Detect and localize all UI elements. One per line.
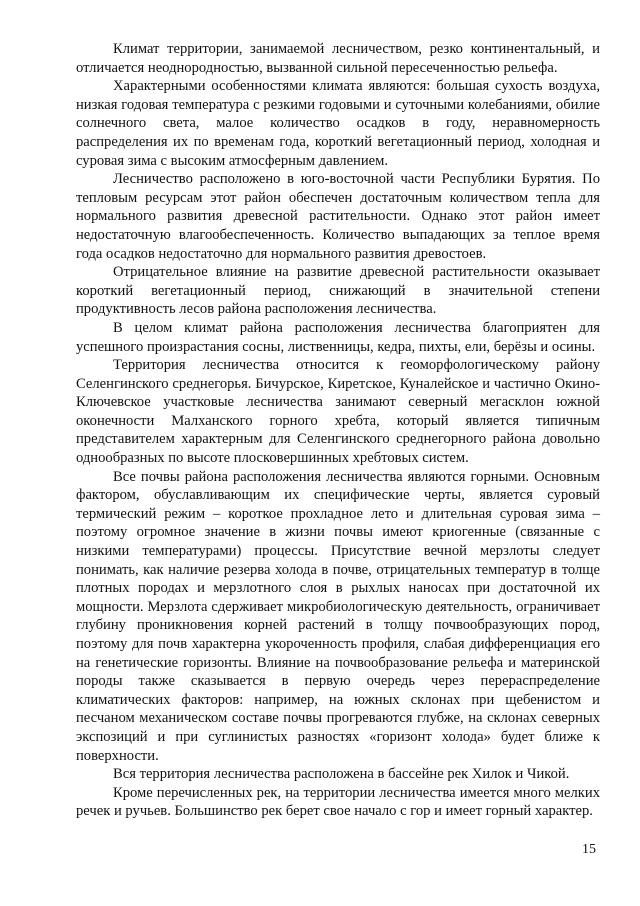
- page-number: 15: [582, 842, 596, 857]
- paragraph-rivers: Кроме перечисленных рек, на территории лесничества имеется много мелких речек и ручьев. Большинство рек берет свое начало с гор и имеет горный характер.: [76, 784, 600, 820]
- paragraph-climate-intro: Климат территории, занимаемой лесничеством, резко континентальный, и отличается неоднородностью, вызванной сильной пересеченностью рельефа.: [76, 41, 600, 76]
- paragraph-river-basin: Вся территория лесничества расположена в бассейне рек Хилок и Чикой.: [113, 766, 570, 783]
- body-text: [76, 40, 600, 821]
- paragraph-favorable-climate: В целом климат района расположения лесничества благоприятен для успешного произрастания сосны, лиственницы, кедра, пихты, ели, берёзы и осины.: [76, 319, 600, 355]
- paragraph-soils: Все почвы района расположения лесничества являются горными. Основным фактором, обуславливающим их специфические черты, является суровый термический режим – короткое прохладное лето и длительная суровая зима – поэтому огромное значение в жизни почвы имеют криогенные (связанные с низкими температурами) процессы. Присутствие вечной мерзлоты следует понимать, как наличие резерва холода в почве, отрицательных температур в толще плотных породах и мерзлотного слоя в рыхлых наносах при достаточной их мощности. Мерзлота сдерживает микробиологическую деятельность, ограничивает глубину проникновения корней растений в толщу почвообразующих пород, поэтому для почв характерна укороченность профиля, слабая дифференциация его на генетические горизонты. Влияние на почвообразование рельефа и материнской породы также сказывается в первую очередь через перераспределение климатических факторов: например, на южных склонах при щебенистом и песчаном механическом составе почвы прогреваются глубже, на склонах северных экспозиций и при суглинистых разностях «горизонт холода» будет ближе к поверхности.: [76, 468, 600, 764]
- paragraph-geomorphology: Территория лесничества относится к геоморфологическому району Селенгинского среднегорья. Бичурское, Киретское, Куналейское и частично Окино-Ключевское участковые лесничества занимают северный мегасклон южной оконечности Малханского горного хребта, который является типичным представителем характерным для Селенгинского среднегорного района довольно однообразных по высоте плосковершинных хребтовых систем.: [76, 357, 600, 467]
- paragraph-negative-influence: Отрицательное влияние на развитие древесной растительности оказывает короткий вегетационный период, снижающий в значительной степени продуктивность лесов района расположения лесничества.: [76, 264, 600, 318]
- paragraph-climate-features: Характерными особенностями климата являются: большая сухость воздуха, низкая годовая температура с резкими годовыми и суточными колебаниями, обилие солнечного света, малое количество осадков в году, неравномерность распределения их по временам года, короткий вегетационный период, холодная и суровая зима с высоким атмосферным давлением.: [76, 78, 600, 169]
- paragraph-location: Лесничество расположено в юго-восточной части Республики Бурятия. По тепловым ресурсам этот район обеспечен достаточным количеством тепла для нормального развития древесной растительности. Однако этот район имеет недостаточную влагообеспеченность. Количество выпадающих за теплое время года осадков недостаточно для нормального развития древостоев.: [76, 171, 600, 262]
